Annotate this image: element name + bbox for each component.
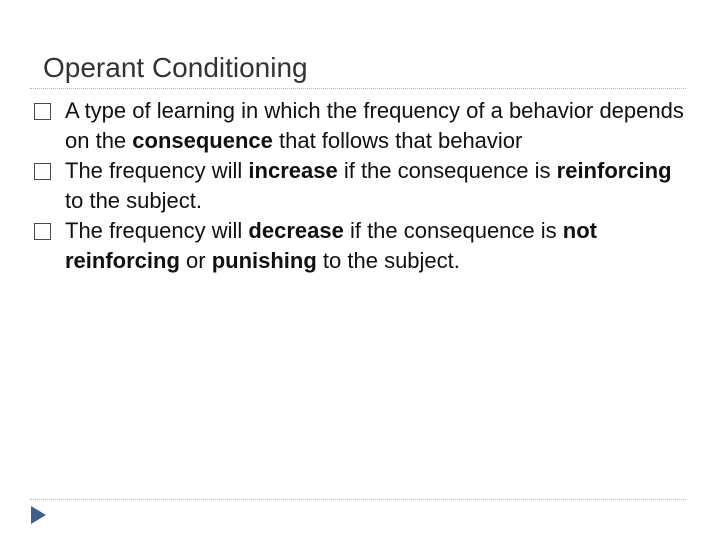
square-bullet-icon: [34, 163, 51, 180]
bullet-text: [65, 98, 684, 153]
bullet-item: [34, 96, 684, 156]
text-segment: if the consequence is: [343, 218, 563, 243]
text-segment: The frequency will: [65, 158, 249, 183]
bold-text-segment: reinforcing: [556, 158, 672, 183]
bullet-list: [34, 96, 684, 276]
text-segment: A type of learning in which the frequency of a behavior depends on the: [65, 98, 684, 153]
bold-text-segment: not reinforcing: [65, 218, 597, 273]
bold-text-segment: increase: [248, 158, 338, 183]
square-bullet-icon: [34, 103, 51, 120]
text-segment: to the subject.: [316, 248, 460, 273]
slide-title: Operant Conditioning: [43, 52, 308, 83]
triangle-right-icon: [31, 506, 46, 524]
bold-text-segment: consequence: [132, 128, 273, 153]
title-divider: [30, 88, 686, 89]
bullet-text: [65, 218, 597, 273]
text-segment: or: [179, 248, 212, 273]
text-segment: that follows that behavior: [272, 128, 523, 153]
footer-divider: [30, 499, 686, 500]
text-segment: The frequency will: [65, 218, 249, 243]
square-bullet-icon: [34, 223, 51, 240]
bullet-item: [34, 216, 684, 276]
bold-text-segment: decrease: [248, 218, 344, 243]
bold-text-segment: punishing: [211, 248, 317, 273]
bullet-item: [34, 156, 684, 216]
text-segment: to the subject.: [65, 188, 202, 213]
bullet-text: [65, 158, 672, 213]
text-segment: if the consequence is: [337, 158, 557, 183]
